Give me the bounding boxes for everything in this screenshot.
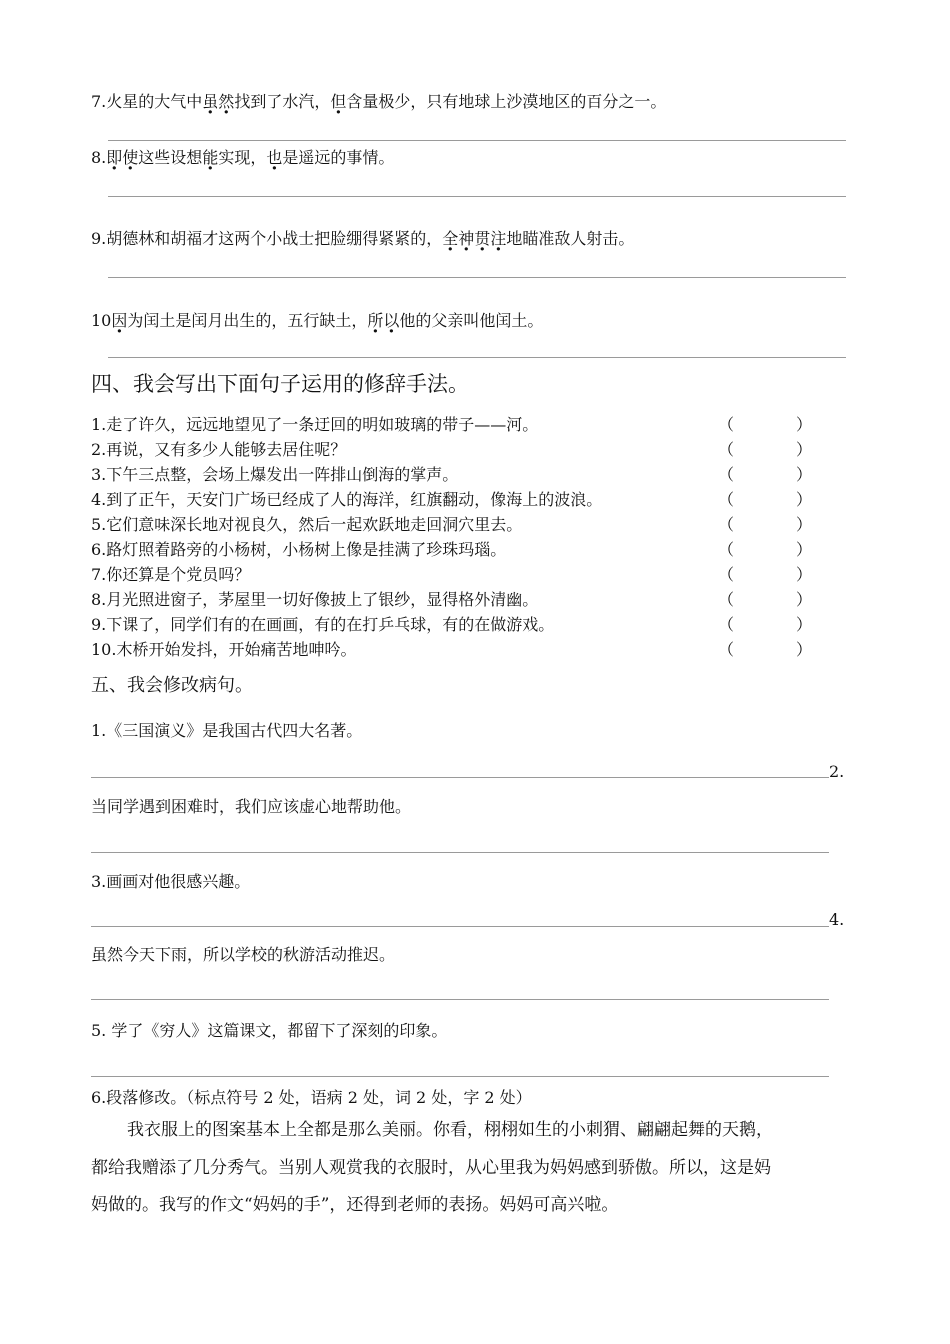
dotted-char: 使 [122,148,139,167]
question-8: 8.即使这些设想能实现，也是遥远的事情。 [91,148,395,167]
answer-paren-close: ） [796,540,813,559]
answer-paren-open[interactable]: （ [718,440,735,459]
rhetoric-item: 8.月光照进窗子，茅屋里一切好像披上了银纱，显得格外清幽。 [91,590,539,609]
question-9: 9.胡德林和胡福才这两个小战士把脸绷得紧紧的，全神贯注地瞄准敌人射击。 [91,229,635,248]
question-number-2: 2. [829,762,845,781]
dotted-char: 神 [458,229,475,248]
dotted-char: 注 [490,229,507,248]
dotted-char: 即 [106,148,123,167]
rhetoric-item: 6.路灯照着路旁的小杨树，小杨树上像是挂满了珍珠玛瑙。 [91,540,507,559]
dotted-char: 然 [218,92,235,111]
rhetoric-item: 2.再说，又有多少人能够去居住呢？ [91,440,347,459]
rhetoric-item: 10.木桥开始发抖，开始痛苦地呻吟。 [91,640,357,659]
answer-line-5-4[interactable] [91,999,829,1000]
dotted-char: 虽 [202,92,219,111]
answer-paren-open[interactable]: （ [718,590,735,609]
rhetoric-item: 7.你还算是个党员吗？ [91,565,251,584]
question-5-2: 当同学遇到困难时，我们应该虚心地帮助他。 [91,797,412,816]
rhetoric-item: 5.它们意味深长地对视良久，然后一起欢跃地走回洞穴里去。 [91,515,523,534]
dotted-char: 也 [266,148,283,167]
answer-line-5-1[interactable] [91,777,829,778]
dotted-char: 所 [367,311,384,330]
dotted-char: 因 [111,311,128,330]
answer-paren-open[interactable]: （ [718,540,735,559]
dotted-char: 贯 [474,229,491,248]
answer-line-5-5[interactable] [91,1076,829,1077]
question-5-3: 3.画画对他很感兴趣。 [91,872,251,891]
answer-paren-open[interactable]: （ [718,515,735,534]
paragraph-line-1: 我衣服上的图案基本上全都是那么美丽。你看，栩栩如生的小刺猬、翩翩起舞的天鹅， [127,1120,773,1140]
section-4-heading: 四、我会写出下面句子运用的修辞手法。 [91,372,469,396]
question-7: 7.火星的大气中虽然找到了水汽，但含量极少，只有地球上沙漠地区的百分之一。 [91,92,667,111]
answer-paren-open[interactable]: （ [718,465,735,484]
answer-line-5-3[interactable] [91,926,829,927]
dotted-char: 以 [383,311,400,330]
answer-paren-close: ） [796,440,813,459]
question-10: 10因为闰土是闰月出生的，五行缺土，所以他的父亲叫他闰土。 [91,311,544,330]
answer-paren-close: ） [796,590,813,609]
answer-line-8[interactable] [108,196,846,197]
rhetoric-item: 4.到了正午，天安门广场已经成了人的海洋，红旗翻动，像海上的波浪。 [91,490,603,509]
paragraph-line-2: 都给我赠添了几分秀气。当别人观赏我的衣服时，从心里我为妈妈感到骄傲。所以，这是妈 [91,1158,771,1178]
paragraph-line-3: 妈做的。我写的作文“妈妈的手”，还得到老师的表扬。妈妈可高兴啦。 [91,1195,619,1215]
answer-paren-close: ） [796,565,813,584]
question-5-1: 1.《三国演义》是我国古代四大名著。 [91,721,363,740]
answer-paren-close: ） [796,490,813,509]
rhetoric-item: 1.走了许久，远远地望见了一条迂回的明如玻璃的带子——河。 [91,415,539,434]
answer-line-10[interactable] [108,357,846,358]
rhetoric-item: 9.下课了，同学们有的在画画，有的在打乒乓球，有的在做游戏。 [91,615,555,634]
answer-paren-open[interactable]: （ [718,490,735,509]
dotted-char: 但 [330,92,347,111]
answer-line-9[interactable] [108,277,846,278]
rhetoric-item: 3.下午三点整，会场上爆发出一阵排山倒海的掌声。 [91,465,459,484]
dotted-char: 全 [442,229,459,248]
question-5-5: 5. 学了《穷人》这篇课文，都留下了深刻的印象。 [91,1021,448,1040]
answer-paren-close: ） [796,640,813,659]
question-number-4: 4. [829,910,845,929]
answer-paren-open[interactable]: （ [718,615,735,634]
answer-line-5-2[interactable] [91,852,829,853]
section-5-heading: 五、我会修改病句。 [91,675,253,696]
answer-line-7[interactable] [108,140,846,141]
answer-paren-open[interactable]: （ [718,565,735,584]
question-5-6: 6.段落修改。（标点符号 2 处，语病 2 处，词 2 处，字 2 处） [91,1088,532,1107]
answer-paren-close: ） [796,515,813,534]
answer-paren-open[interactable]: （ [718,415,735,434]
answer-paren-open[interactable]: （ [718,640,735,659]
question-5-4: 虽然今天下雨，所以学校的秋游活动推迟。 [91,945,396,964]
answer-paren-close: ） [796,465,813,484]
answer-paren-close: ） [796,415,813,434]
dotted-char: 能 [202,148,219,167]
answer-paren-close: ） [796,615,813,634]
